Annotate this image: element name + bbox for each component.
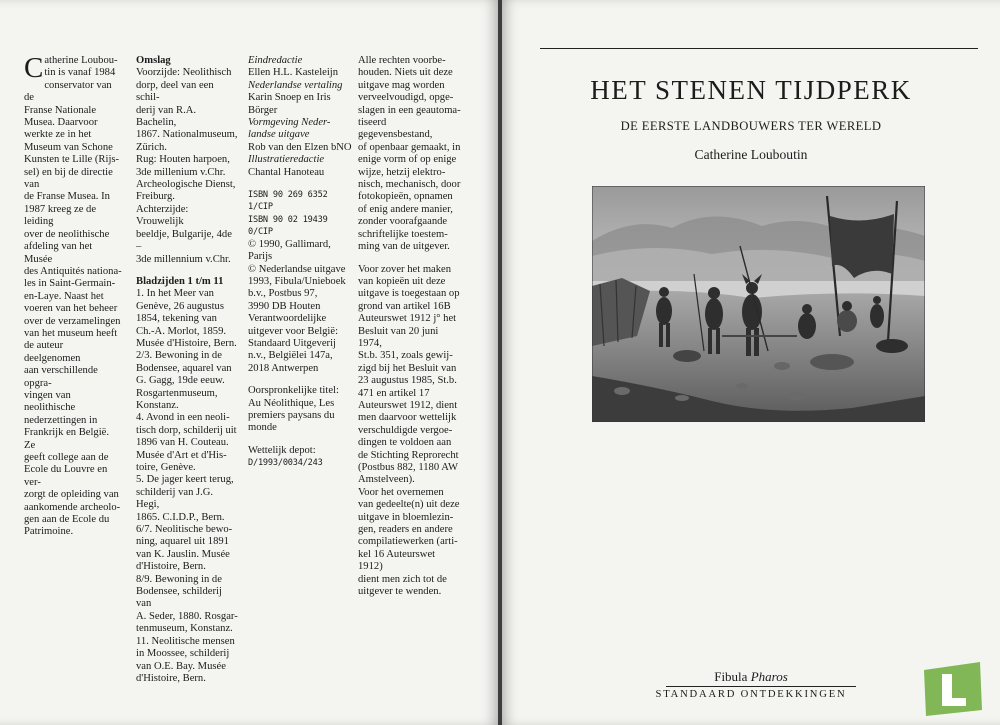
credit-line: van K. Jauslin. Musée <box>136 548 230 560</box>
credit-line: 3de millenium v.Chr. <box>136 166 226 178</box>
credit-line: Voorzijde: Neolithisch <box>136 67 232 79</box>
text-line: grond van artikel 16B <box>358 300 451 312</box>
original-title-line: premiers paysans du <box>248 409 335 421</box>
text-line: uitgave mag worden <box>358 79 445 91</box>
text-line: van kopieën uit deze <box>358 275 446 287</box>
publishing-line: © Nederlandse uitgave <box>248 263 346 275</box>
credit-name: Börger <box>248 104 278 116</box>
legal-deposit-label: Wettelijk depot: <box>248 444 316 456</box>
credit-line: Musée d'Histoire, Bern. <box>136 337 237 349</box>
credit-line: tenmuseum, Konstanz. <box>136 623 233 635</box>
text-line: aankomende archeolo- <box>24 501 121 513</box>
text-line: over de verzamelingen <box>24 315 121 327</box>
text-line: Auteurswet 1912 j° het <box>358 313 457 325</box>
text-line: (Postbus 882, 1180 AW <box>358 462 458 473</box>
text-line: Auteurswet 1912, dient <box>358 399 458 411</box>
text-line: Kunsten te Lille (Rijs- <box>24 154 120 166</box>
publishing-line: b.v., Postbus 97, <box>248 288 318 300</box>
publisher-name: Fibula <box>714 669 748 684</box>
top-rule <box>540 48 978 49</box>
text-line: en-Laye. Naast het <box>24 290 104 302</box>
credit-line: Achterzijde: Vrouwelijk <box>136 203 189 228</box>
credit-role: Illustratieredactie <box>248 154 325 166</box>
text-line: uitgave is toegestaan op <box>358 288 460 300</box>
credit-line: Rosgartenmuseum, <box>136 387 218 399</box>
text-line: Voor het overnemen <box>358 486 444 498</box>
text-line: ming van de uitgever. <box>358 241 450 253</box>
publishing-line: Standaard Uitgeverij <box>248 337 336 349</box>
credit-line: van O.E. Bay. Musée <box>136 660 226 672</box>
credit-line: Archeologische Dienst, <box>136 179 236 191</box>
publishing-line: 2018 Antwerpen <box>248 362 319 374</box>
book-subtitle: DE EERSTE LANDBOUWERS TER WERELD <box>620 119 882 133</box>
isbn-numbers <box>248 189 352 239</box>
publishing-line: 1993, Fibula/Unieboek <box>248 275 346 287</box>
credit-line: Genève, 26 augustus <box>136 300 224 312</box>
editorial-credits <box>248 55 352 179</box>
cover-credits <box>136 67 238 266</box>
text-line: zigd bij het Besluit van <box>358 362 457 374</box>
credit-line: toire, Genève. <box>136 462 196 473</box>
credit-role: Vormgeving Neder- <box>248 117 331 129</box>
credit-line: 1854, tekening van <box>136 313 217 325</box>
credit-line: 11. Neolitische mensen <box>136 635 235 647</box>
isbn-line: ISBN 90 269 6352 1/CIP <box>248 190 328 213</box>
image-credits-column <box>136 55 238 685</box>
drop-cap: C <box>24 52 44 84</box>
text-line: uitgave in bloemlezin- <box>358 511 454 523</box>
isbn-line: ISBN 90 02 19439 0/CIP <box>248 214 328 238</box>
text-line: gen, readers en andere <box>358 524 453 536</box>
text-line: of enig andere manier, <box>358 203 453 215</box>
credit-line: Freiburg. <box>136 191 175 203</box>
credit-line: 1867. Nationalmuseum, <box>136 129 238 141</box>
text-line: des Antiquités nationa- <box>24 265 122 277</box>
text-line: wijze, hetzij elektro- <box>358 166 446 178</box>
text-line: voeren van het beheer <box>24 303 118 315</box>
credit-line: 6/7. Neolitische bewo- <box>136 524 233 536</box>
pages-heading: Bladzijden 1 t/m 11 <box>136 275 224 287</box>
credit-line: 5. De jager keert terug, <box>136 474 234 486</box>
credit-line: 3de millennium v.Chr. <box>136 253 231 265</box>
publishing-info <box>248 239 352 375</box>
text-line: Franse Nationale <box>24 104 97 116</box>
author-bio-column <box>24 52 122 539</box>
credit-line: 4. Avond in een neoli- <box>136 412 230 424</box>
text-line: men daarvoor wettelijk <box>358 412 457 424</box>
colophon-column <box>248 55 352 470</box>
credit-line: in Moossee, schilderij <box>136 648 230 660</box>
credit-line: dorp, deel van een schil- <box>136 79 214 104</box>
text-line: verveelvoudigd, opge- <box>358 92 454 104</box>
text-line: de Franse Musea. In <box>24 191 110 203</box>
publishing-line: Verantwoordelijke <box>248 313 327 325</box>
text-line: slagen in een geautoma- <box>358 104 461 116</box>
text-line: aan verschillende opgra- <box>24 365 98 389</box>
credit-line: 8/9. Bewoning in de <box>136 573 222 585</box>
credit-line: Rug: Houten harpoen, <box>136 154 230 166</box>
original-title-line: Oorspronkelijke titel: <box>248 385 339 397</box>
text-line: over de neolithische <box>24 228 110 240</box>
publisher-imprint: Pharos <box>750 669 788 684</box>
book-author: Catherine Louboutin <box>694 147 808 162</box>
credit-line: G. Gagg, 19de eeuw. <box>136 375 225 387</box>
original-title <box>248 385 352 435</box>
text-line: 471 en artikel 17 <box>358 387 430 399</box>
credit-line: 1. In het Meer van <box>136 288 214 300</box>
credit-line: 1896 van H. Couteau. <box>136 437 229 449</box>
publishing-line: © 1990, Gallimard, <box>248 238 331 250</box>
text-line: Frankrijk en België. Ze <box>24 427 110 451</box>
text-line: 1987 kreeg ze de leiding <box>24 203 97 228</box>
text-line: uitgever te wenden. <box>358 586 442 598</box>
credit-line: tisch dorp, schilderij uit <box>136 424 237 436</box>
text-line: kel 16 Auteurswet 1912) <box>358 548 436 573</box>
text-line: Voor zover het maken <box>358 263 452 275</box>
credit-line: Konstanz. <box>136 399 179 411</box>
credit-name: Karin Snoep en Iris <box>248 92 331 104</box>
neolithic-village-illustration <box>592 186 925 422</box>
text-line: tin is vanaf 1984 <box>44 67 116 79</box>
text-line: schriftelijke toestem- <box>358 228 448 240</box>
text-line: dient men zich tot de <box>358 573 447 585</box>
credit-line: Ch.-A. Morlot, 1859. <box>136 325 227 337</box>
text-line: compilatiewerken (arti- <box>358 536 458 548</box>
publishing-line: Parijs <box>248 251 273 263</box>
text-line: verschuldigde vergoe- <box>358 424 453 436</box>
text-line: de auteur deelgenomen <box>24 340 81 364</box>
text-line: houden. Niets uit deze <box>358 67 453 79</box>
l-logo-watermark <box>920 660 986 718</box>
credit-line: ning, aquarel uit 1891 <box>136 536 229 548</box>
text-line: enige vorm of op enige <box>358 154 457 166</box>
credit-name: Chantal Hanoteau <box>248 166 325 178</box>
text-line: sel) en bij de directie van <box>24 166 113 191</box>
text-line: werkte ze in het <box>24 129 92 141</box>
credit-line: Bodensee, schilderij van <box>136 586 222 610</box>
left-page <box>0 0 498 725</box>
credit-line: derij van R.A. Bachelin, <box>136 104 197 129</box>
text-line: Patrimoine. <box>24 526 74 538</box>
credit-role: Nederlandse vertaling <box>248 79 343 91</box>
credit-line: Musée d'Art et d'His- <box>136 449 227 461</box>
credit-line: 1865. C.I.D.P., Bern. <box>136 511 225 523</box>
text-line: dingen te voldoen aan <box>358 437 452 449</box>
text-line: geeft college aan de <box>24 452 109 463</box>
text-line: nederzettingen in <box>24 414 98 426</box>
text-line: Ecole du Louvre en ver- <box>24 464 108 488</box>
book-title: HET STENEN TIJDPERK <box>590 75 912 105</box>
text-line: zonder voorafgaande <box>358 216 448 228</box>
text-line: gen aan de Ecole du <box>24 514 110 526</box>
copyright-column <box>358 55 462 598</box>
page-credits <box>136 288 238 685</box>
credit-line: Bodensee, aquarel van <box>136 362 232 374</box>
credit-line: schilderij van J.G. Hegi, <box>136 486 214 511</box>
legal-deposit-number: D/1993/0034/243 <box>248 458 323 469</box>
credit-line: A. Seder, 1880. Rosgar- <box>136 610 238 622</box>
text-line: van gedeelte(n) uit deze <box>358 499 460 511</box>
original-title-line: monde <box>248 422 277 434</box>
text-line: van het museum heeft <box>24 327 118 339</box>
text-line: conservator van de <box>24 79 112 104</box>
reproduction-paragraph <box>358 264 462 599</box>
credit-line: beeldje, Bulgarije, 4de – <box>136 228 232 253</box>
text-line: nisch, mechanisch, door <box>358 179 461 191</box>
text-line: atherine Loubou- <box>44 55 118 66</box>
credit-name: Rob van den Elzen bNO <box>248 141 352 153</box>
text-line: Amstelveen). <box>358 474 415 486</box>
text-line: vingen van neolithische <box>24 389 76 414</box>
text-line: St.b. 351, zoals gewij- <box>358 350 453 362</box>
text-line: tiseerd gegevensbestand, <box>358 117 433 141</box>
text-line: 23 augustus 1985, St.b. <box>358 375 457 387</box>
text-line: de Stichting Reprorecht <box>358 449 459 461</box>
publishing-line: uitgever voor België: <box>248 325 339 337</box>
text-line: les in Saint-Germain- <box>24 278 116 290</box>
credit-line: d'Histoire, Bern. <box>136 672 206 684</box>
text-line: Alle rechten voorbe- <box>358 55 446 66</box>
series-name: STANDAARD ONTDEKKINGEN <box>655 689 847 700</box>
text-line: Museum van Schone <box>24 141 113 153</box>
credit-name: Ellen H.L. Kasteleijn <box>248 67 339 79</box>
credit-role: landse uitgave <box>248 129 310 141</box>
text-line: of openbaar gemaakt, in <box>358 141 461 153</box>
credit-line: d'Histoire, Bern. <box>136 561 206 573</box>
credit-line: Zürich. <box>136 141 167 153</box>
text-line: afdeling van het Musée <box>24 241 93 265</box>
text-line: zorgt de opleiding van <box>24 489 119 501</box>
rights-paragraph <box>358 55 462 254</box>
credit-line: 2/3. Bewoning in de <box>136 350 222 362</box>
credit-role: Eindredactie <box>248 55 303 66</box>
cover-heading: Omslag <box>136 55 171 66</box>
publisher-rule <box>666 686 856 687</box>
original-title-line: Au Néolithique, Les <box>248 397 335 409</box>
publishing-line: 3990 DB Houten <box>248 300 321 312</box>
author-bio-text <box>24 52 122 539</box>
text-line: fotokopieën, opnamen <box>358 191 453 203</box>
text-line: Besluit van 20 juni 1974, <box>358 325 439 349</box>
publishing-line: n.v., Belgiëlei 147a, <box>248 350 333 362</box>
text-line: Musea. Daarvoor <box>24 117 98 129</box>
